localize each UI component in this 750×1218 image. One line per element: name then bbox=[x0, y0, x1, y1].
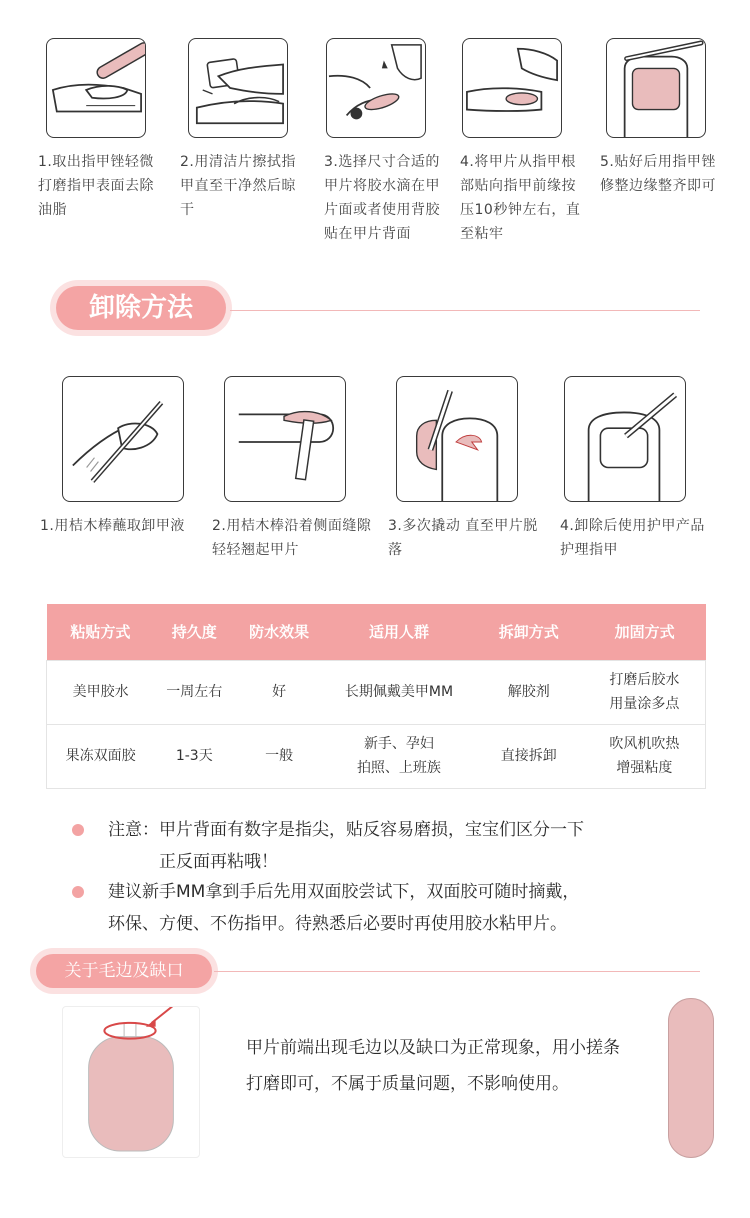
apply-step-3 bbox=[324, 38, 446, 246]
apply-step-text: 1.取出指甲锉轻微打磨指甲表面去除油脂 bbox=[38, 154, 154, 218]
lift-nail-icon bbox=[224, 376, 346, 502]
note-text: 建议新手MM拿到手后先用双面胶尝试下，双面胶可随时摘戴， 环保、方便、不伤指甲。待熟悉后必要时再使用胶水粘甲片。 bbox=[108, 882, 580, 934]
table-header: 粘贴方式 bbox=[47, 604, 155, 660]
table-header: 拆卸方式 bbox=[474, 604, 584, 660]
table-cell: 直接拆卸 bbox=[474, 724, 584, 788]
table-cell: 打磨后胶水 用量涂多点 bbox=[584, 660, 706, 724]
removal-step-2 bbox=[212, 376, 382, 562]
apply-step-2 bbox=[180, 38, 300, 222]
apply-step-5 bbox=[600, 38, 720, 198]
removal-step-3 bbox=[388, 376, 548, 562]
removal-title: 卸除方法 bbox=[56, 286, 226, 330]
table-header: 持久度 bbox=[154, 604, 234, 660]
glue-drop-icon bbox=[326, 38, 426, 138]
note-text: 注意：甲片背面有数字是指尖，贴反容易磨损，宝宝们区分一下 正反面再粘哦！ bbox=[108, 820, 584, 872]
buffer-stick-illustration bbox=[668, 998, 714, 1158]
table-cell: 1-3天 bbox=[154, 724, 234, 788]
comparison-table bbox=[46, 604, 706, 789]
apply-step-text: 5.贴好后用指甲锉修整边缘整齐即可 bbox=[600, 154, 716, 194]
removal-steps bbox=[0, 376, 750, 576]
apply-step-1 bbox=[38, 38, 158, 222]
edge-title: 关于毛边及缺口 bbox=[36, 954, 212, 988]
apply-step-4 bbox=[460, 38, 584, 246]
edge-description: 甲片前端出现毛边以及缺口为正常现象，用小搓条打磨即可，不属于质量问题，不影响使用。 bbox=[246, 1038, 620, 1094]
note-bullet bbox=[72, 824, 84, 836]
edge-title-divider bbox=[214, 971, 700, 972]
table-cell: 一周左右 bbox=[154, 660, 234, 724]
table-cell: 好 bbox=[234, 660, 324, 724]
removal-step-text: 4.卸除后使用护甲产品护理指甲 bbox=[560, 518, 705, 558]
table-row bbox=[47, 724, 706, 788]
orange-stick-icon bbox=[62, 376, 184, 502]
apply-step-text: 2.用清洁片擦拭指甲直至干净然后晾干 bbox=[180, 154, 296, 218]
table-header: 防水效果 bbox=[234, 604, 324, 660]
table-cell: 吹风机吹热 增强粘度 bbox=[584, 724, 706, 788]
pry-nail-icon bbox=[396, 376, 518, 502]
table-row bbox=[47, 660, 706, 724]
apply-steps bbox=[0, 38, 750, 268]
table-cell: 果冻双面胶 bbox=[47, 724, 155, 788]
note-bullet bbox=[72, 886, 84, 898]
removal-step-4 bbox=[560, 376, 710, 562]
table-cell: 解胶剂 bbox=[474, 660, 584, 724]
trim-edge-icon bbox=[606, 38, 706, 138]
table-cell: 美甲胶水 bbox=[47, 660, 155, 724]
nail-edge-illustration bbox=[62, 1006, 200, 1158]
table-header: 适用人群 bbox=[324, 604, 474, 660]
removal-title-divider bbox=[230, 310, 700, 311]
cleaning-pad-icon bbox=[188, 38, 288, 138]
nail-care-icon bbox=[564, 376, 686, 502]
removal-step-1 bbox=[40, 376, 210, 538]
apply-step-text: 4.将甲片从指甲根部贴向指甲前缘按压10秒钟左右，直至粘牢 bbox=[460, 154, 581, 242]
removal-step-text: 2.用桔木棒沿着侧面缝隙轻轻翘起甲片 bbox=[212, 518, 372, 558]
removal-step-text: 3.多次撬动 直至甲片脱落 bbox=[388, 518, 538, 558]
apply-step-text: 3.选择尺寸合适的甲片将胶水滴在甲片面或者使用背胶贴在甲片背面 bbox=[324, 154, 440, 242]
table-cell: 新手、孕妇 拍照、上班族 bbox=[324, 724, 474, 788]
table-cell: 一般 bbox=[234, 724, 324, 788]
nail-file-icon bbox=[46, 38, 146, 138]
press-nail-icon bbox=[462, 38, 562, 138]
table-header: 加固方式 bbox=[584, 604, 706, 660]
table-cell: 长期佩戴美甲MM bbox=[324, 660, 474, 724]
removal-step-text: 1.用桔木棒蘸取卸甲液 bbox=[40, 518, 185, 534]
table-header-row bbox=[47, 604, 706, 660]
